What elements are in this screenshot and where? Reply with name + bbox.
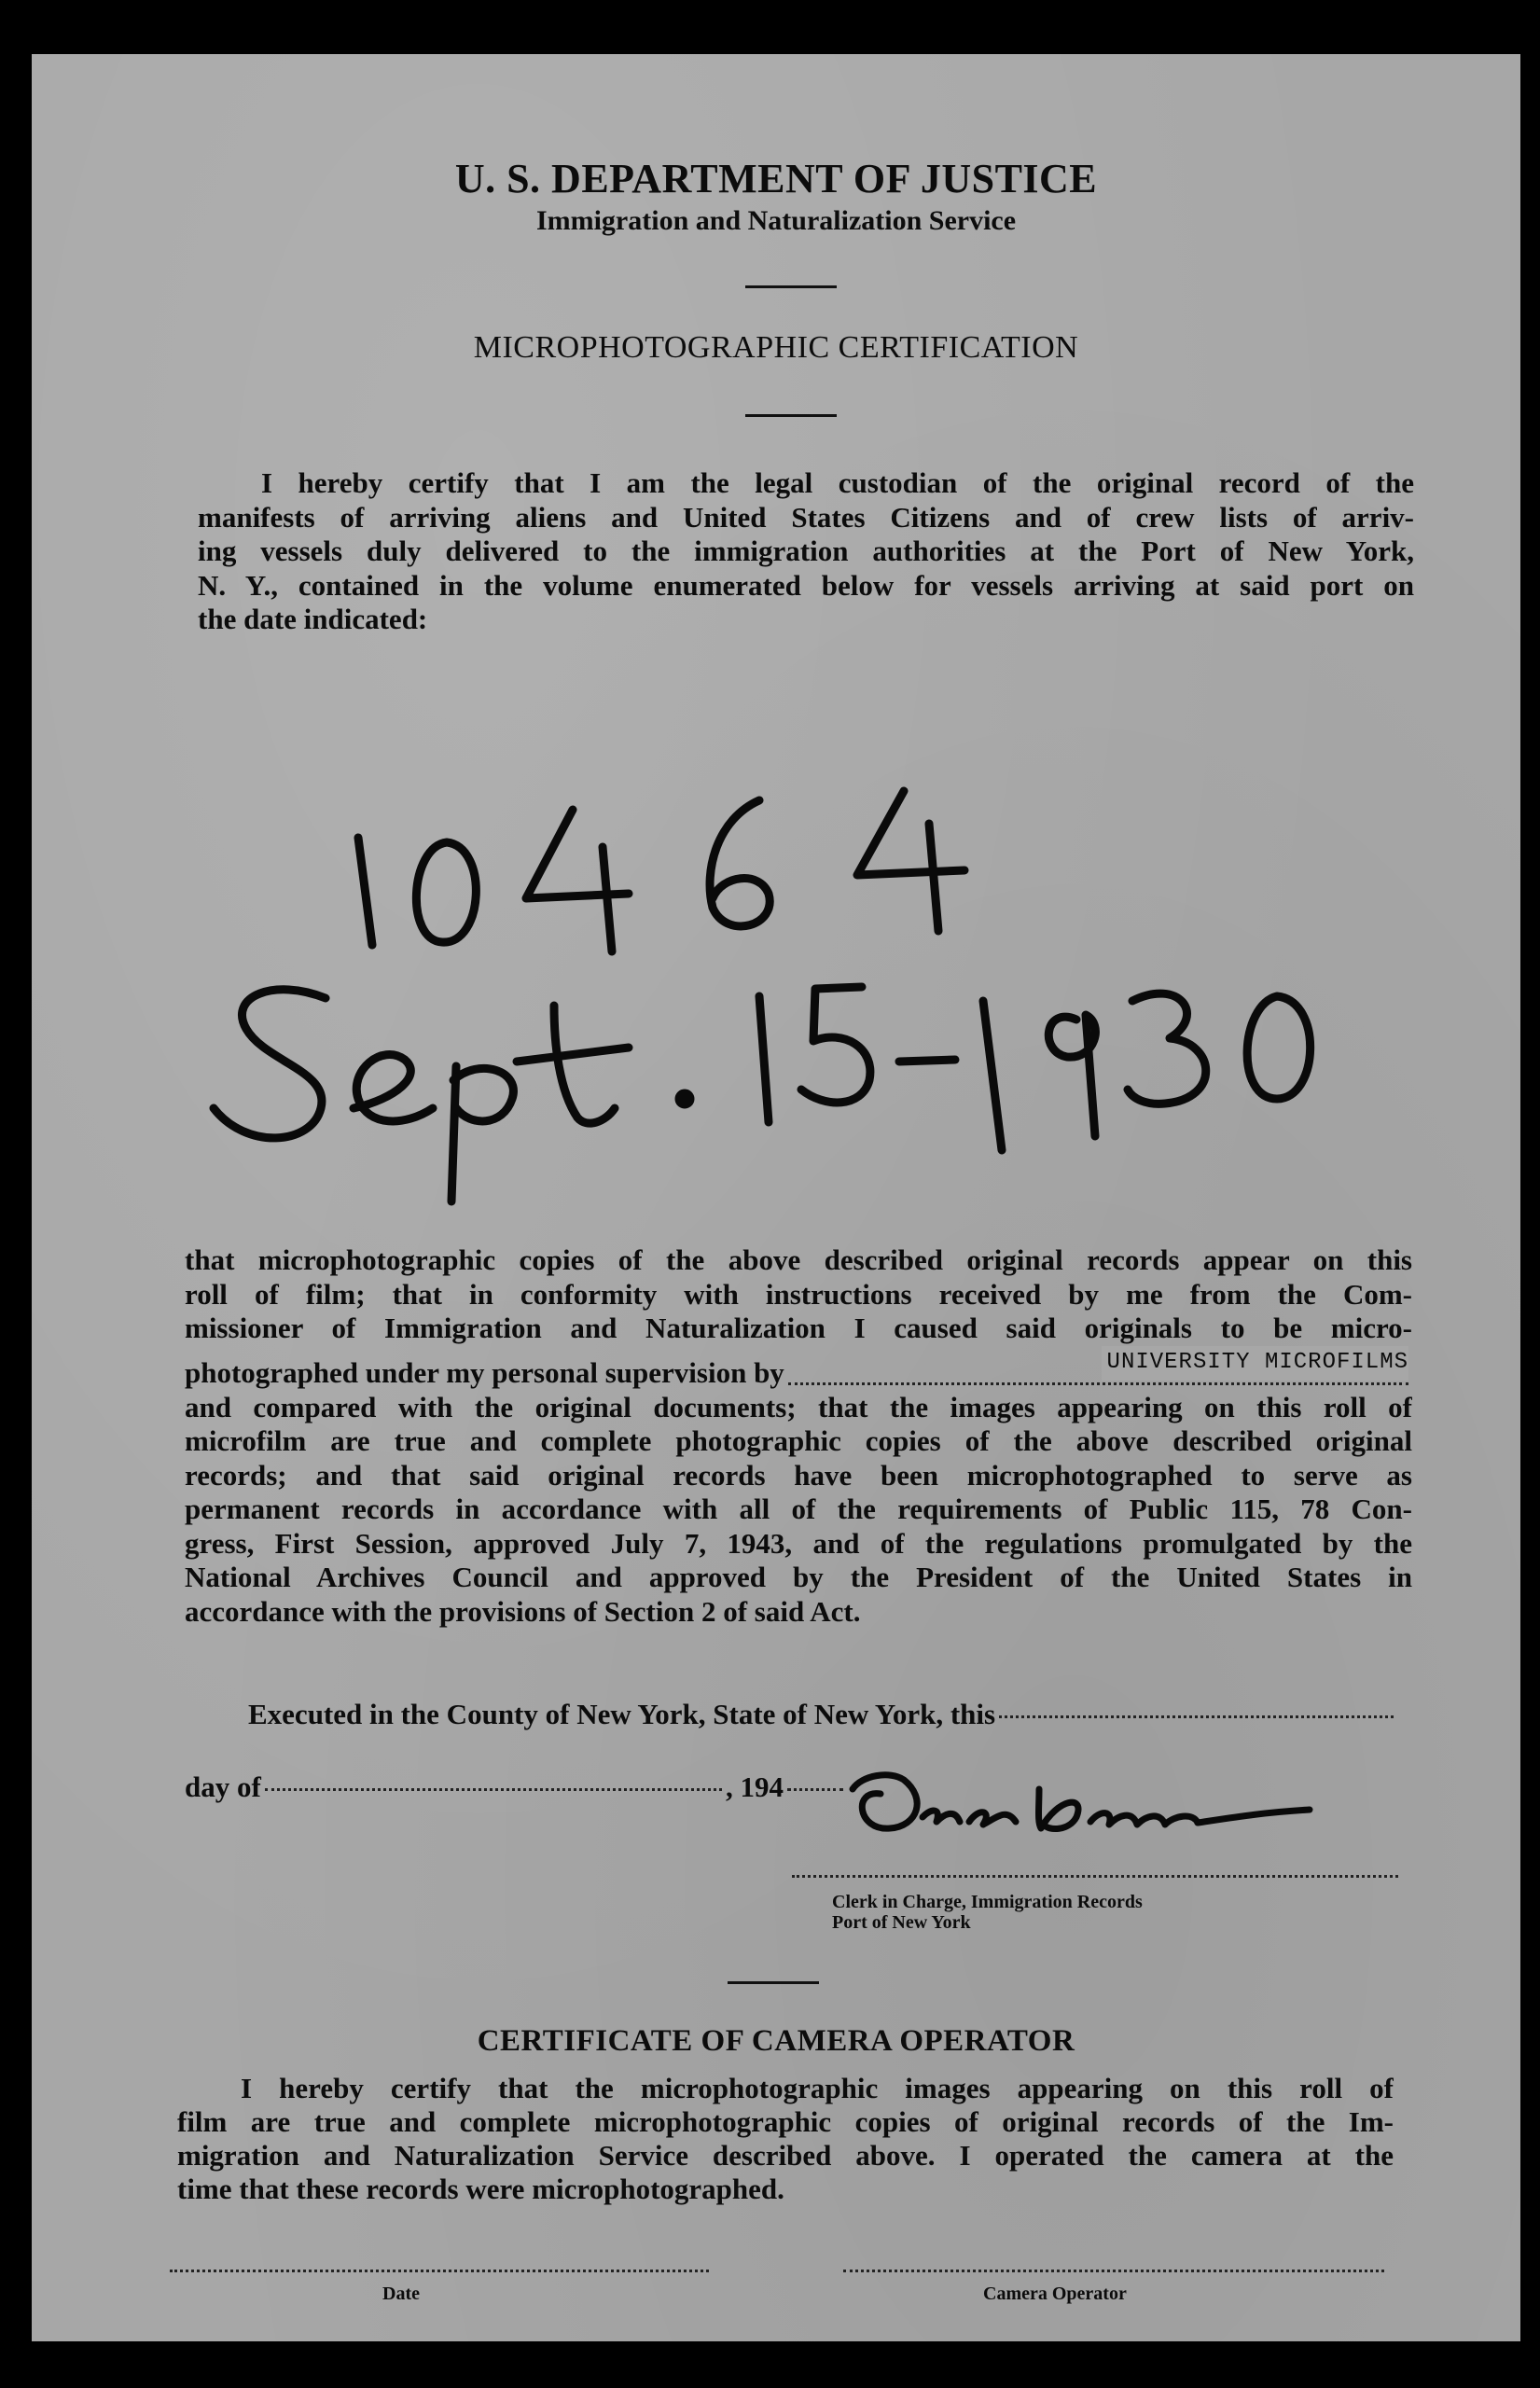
paragraph-line: migration and Naturalization Service described above. I operated the camera at the xyxy=(177,2139,1394,2172)
supervisor-line xyxy=(185,1346,1412,1391)
executed-line xyxy=(248,1698,1397,1731)
date-signature-line xyxy=(170,2270,709,2272)
clerk-title-line: Port of New York xyxy=(832,1912,971,1933)
custodian-paragraph xyxy=(198,466,1414,637)
supervisor-typed-name: UNIVERSITY MICROFILMS xyxy=(1102,1346,1408,1381)
paragraph-line: the date indicated: xyxy=(198,603,428,635)
day-of-label: day of xyxy=(185,1770,261,1803)
paragraph-line: that microphotographic copies of the above described original records appear on this xyxy=(185,1243,1412,1276)
certificate-page xyxy=(32,54,1520,2341)
department-heading: U. S. DEPARTMENT OF JUSTICE xyxy=(454,156,1098,201)
paragraph-line: film are true and complete microphotographic copies of original records of the Im- xyxy=(177,2105,1394,2138)
certification-title: MICROPHOTOGRAPHIC CERTIFICATION xyxy=(473,330,1079,365)
paragraph-line: manifests of arriving aliens and United States Citizens and of crew lists of arriv- xyxy=(198,500,1414,534)
camera-certificate-paragraph xyxy=(177,2072,1394,2206)
paragraph-line: missioner of Immigration and Naturalization I caused said originals to be micro- xyxy=(185,1312,1412,1344)
clerk-title xyxy=(832,1892,1143,1933)
paragraph-line: permanent records in accordance with all of the requirements of Public 115, 78 Con- xyxy=(185,1492,1412,1525)
divider-rule xyxy=(728,1981,819,1984)
paragraph-line: accordance with the provisions of Section 2 of said Act. xyxy=(185,1594,861,1628)
signature-line xyxy=(792,1875,1398,1878)
paragraph-line: time that these records were microphotographed. xyxy=(177,2173,784,2205)
paragraph-line: gress, First Session, approved July 7, 1943, and of the regulations promulgated by the xyxy=(185,1526,1412,1560)
paragraph-line: photographed under my personal supervision by xyxy=(185,1356,784,1389)
camera-operator-label: Camera Operator xyxy=(983,2284,1127,2304)
executed-text: Executed in the County of New York, State of New York, this xyxy=(248,1698,996,1730)
handwritten-date xyxy=(214,987,1311,1201)
clerk-signature xyxy=(825,1742,1403,1854)
clerk-title-line: Clerk in Charge, Immigration Records xyxy=(832,1892,1143,1912)
handwritten-entry xyxy=(32,707,1520,1229)
day-of-line xyxy=(185,1770,847,1804)
divider-rule xyxy=(745,285,837,288)
paragraph-line: N. Y., contained in the volume enumerated below for vessels arriving at said port on xyxy=(198,568,1414,602)
paragraph-line: I hereby certify that the microphotographic images appearing on this roll of xyxy=(241,2072,1394,2104)
paragraph-line: National Archives Council and approved by the President of the United States in xyxy=(185,1561,1412,1593)
day-of-field xyxy=(265,1788,722,1791)
handwritten-volume-number xyxy=(358,791,964,951)
paragraph-line: ing vessels duly delivered to the immigration authorities at the Port of New York, xyxy=(198,535,1414,567)
supervisor-dotted-field xyxy=(788,1348,1408,1385)
service-subheading: Immigration and Naturalization Service xyxy=(535,205,1017,236)
date-label: Date xyxy=(382,2284,420,2304)
paragraph-line: microfilm are true and complete photographic copies of the above described original xyxy=(185,1424,1412,1457)
camera-certificate-title: CERTIFICATE OF CAMERA OPERATOR xyxy=(477,2024,1075,2058)
paragraph-line: records; and that said original records have been microphotographed to serve as xyxy=(185,1458,1412,1492)
executed-date-field xyxy=(999,1715,1394,1718)
paragraph-line: and compared with the original documents; that the images appearing on this roll of xyxy=(185,1390,1412,1423)
divider-rule xyxy=(745,414,837,417)
paragraph-line: roll of film; that in conformity with instructions received by me from the Com- xyxy=(185,1277,1412,1311)
paragraph-line: I hereby certify that I am the legal custodian of the original record of the xyxy=(261,466,1414,499)
copies-paragraph xyxy=(185,1243,1412,1629)
operator-signature-line xyxy=(843,2270,1384,2272)
year-prefix: , 194 xyxy=(726,1770,784,1803)
